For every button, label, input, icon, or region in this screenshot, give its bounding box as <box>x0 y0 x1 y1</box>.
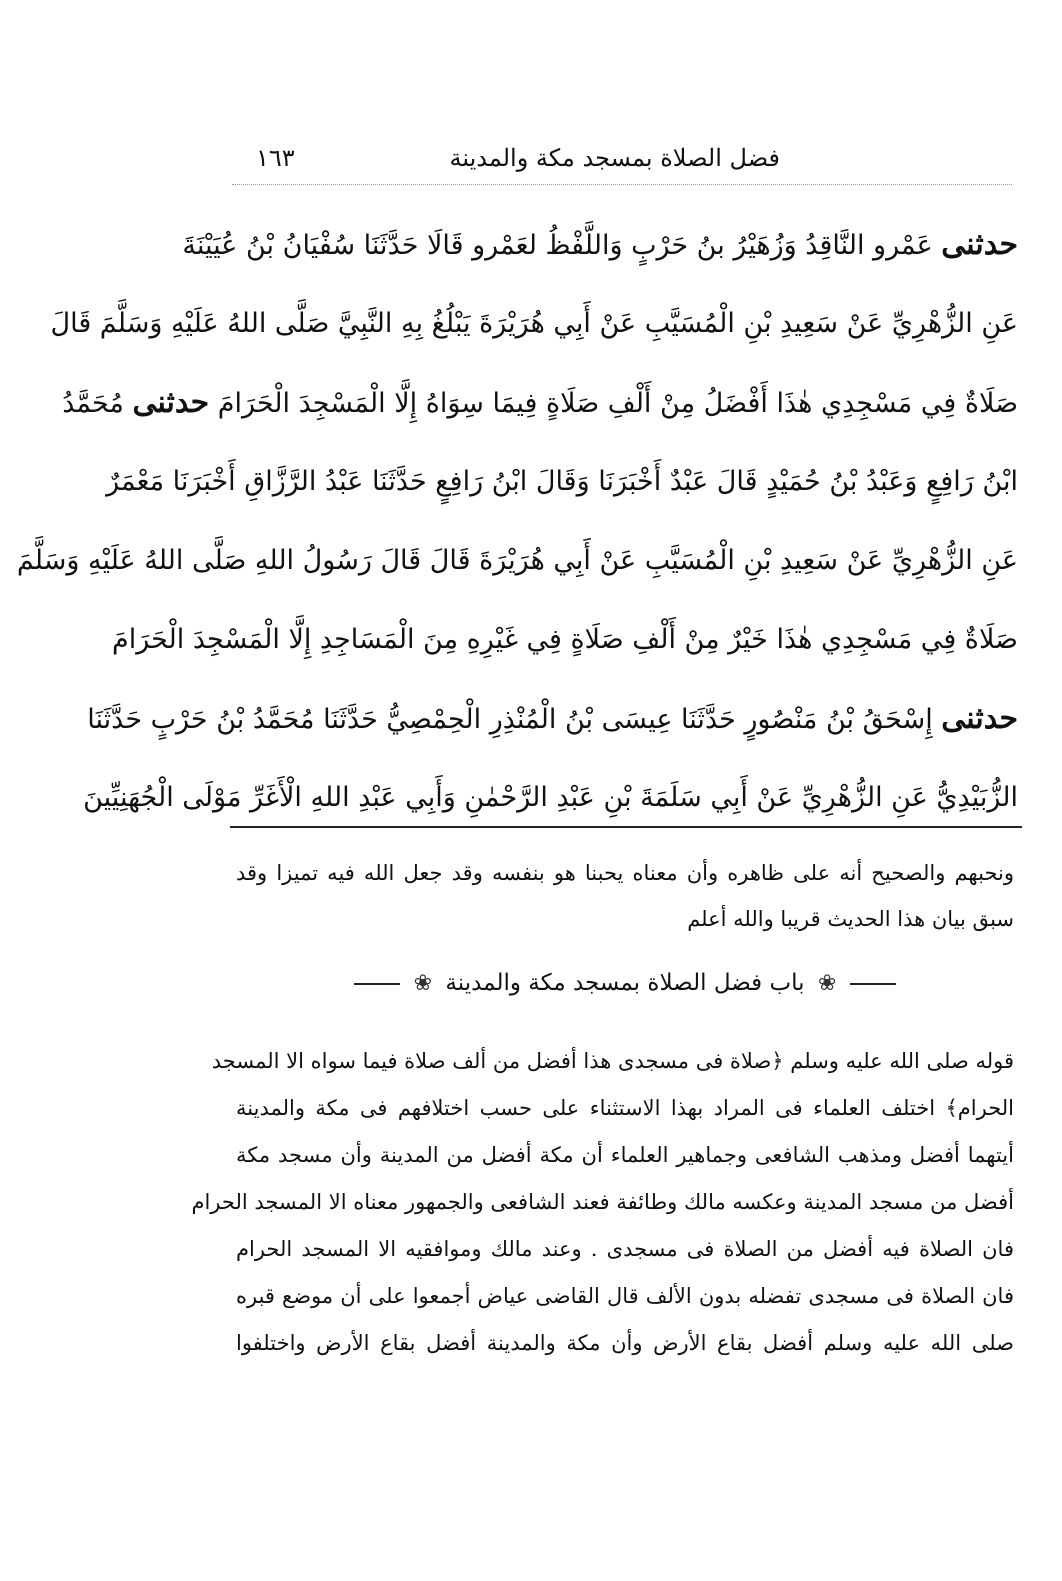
text-line <box>182 205 1018 284</box>
text-line <box>87 679 1018 758</box>
commentary-line: صلى الله عليه وسلم أفضل بقاع الأرض وأن مكة والمدينة أفضل بقاع الأرض واختلفوا <box>236 1331 1014 1355</box>
running-title: فضل الصلاة بمسجد مكة والمدينة <box>449 144 780 172</box>
line-text: الزُّبَيْدِيُّ عَنِ الزُّهْرِيِّ عَنْ أَبِي سَلَمَةَ بْنِ عَبْدِ الرَّحْمٰنِ وَأَبِي عَبْدِ اللهِ الْأَغَرِّ مَوْلَى الْجُهَنِيِّينَ <box>83 782 1018 813</box>
narration-keyword: حدثنى <box>941 701 1018 736</box>
commentary-line: أيتهما أفضل ومذهب الشافعى وجماهير العلماء أن مكة أفضل من المدينة وأن مسجد مكة <box>236 1143 1014 1167</box>
commentary-line: قوله صلى الله عليه وسلم ﴿صلاة فى مسجدى هذا أفضل من ألف صلاة فيما سواه الا المسجد <box>211 1049 1014 1073</box>
commentary-line: الحرام﴾ اختلف العلماء فى المراد بهذا الاستثناء على حسب اختلافهم فى مكة والمدينة <box>236 1096 1014 1120</box>
commentary-text <box>191 1038 1014 1367</box>
line-text: صَلَاةٌ فِي مَسْجِدِي هٰذَا أَفْضَلُ مِنْ أَلْفِ صَلَاةٍ فِيمَا سِوَاهُ إِلَّا الْمَسْجِدَ الْحَرَامَ <box>217 388 1018 419</box>
commentary-line: فان الصلاة فيه أفضل من الصلاة فى مسجدى . وعند مالك وموافقيه الا المسجد الحرام <box>236 1237 1014 1261</box>
text-line <box>50 284 1018 363</box>
commentary-continuation: ونحبهم والصحيح أنه على ظاهره وأن معناه يحبنا هو بنفسه وقد جعل الله فيه تميزا وقد سبق بيان هذا الحديث قريبا والله أعلم <box>236 861 1014 931</box>
flourish-icon: ❀ <box>817 971 837 996</box>
line-tail: مُحَمَّدُ <box>62 388 124 419</box>
heading-rule <box>354 983 400 985</box>
page-header <box>240 140 1010 184</box>
chapter-title: باب فضل الصلاة بمسجد مكة والمدينة <box>445 970 805 996</box>
heading-rule <box>850 983 896 985</box>
flourish-icon: ❀ <box>413 971 433 996</box>
commentary-line: أفضل من مسجد المدينة وعكسه مالك وطائفة فعند الشافعى والجمهور معناه الا المسجد الحرام <box>191 1190 1014 1214</box>
line-text: إِسْحَقُ بْنُ مَنْصُورٍ حَدَّثَنَا عِيسَى بْنُ الْمُنْذِرِ الْحِمْصِيُّ حَدَّثَنَا مُحَمَّدُ بْنُ حَرْبٍ حَدَّثَنَا <box>87 704 933 735</box>
text-line <box>62 363 1018 442</box>
line-text: عَمْرو النَّاقِدُ وَزُهَيْرُ بنُ حَرْبٍ وَاللَّفْظُ لعَمْرو قَالَا حَدَّثَنَا سُفْيَانُ بْنُ عُيَيْنَةَ <box>182 230 933 261</box>
line-text: عَنِ الزُّهْرِيِّ عَنْ سَعِيدِ بْنِ الْمُسَيَّبِ عَنْ أَبِي هُرَيْرَةَ قَالَ قَالَ رَسُولُ اللهِ صَلَّى اللهُ عَلَيْهِ وَسَلَّمَ <box>16 545 1018 576</box>
text-line <box>16 521 1018 600</box>
page-number: ١٦٣ <box>256 144 295 172</box>
commentary-line: فان الصلاة فى مسجدى تفضله بدون الألف قال القاضى عياض أجمعوا على أن موضع قبره <box>236 1284 1014 1308</box>
narration-keyword: حدثنى <box>132 385 210 420</box>
narration-keyword: حدثنى <box>941 227 1018 262</box>
header-divider <box>232 184 1012 185</box>
line-text: عَنِ الزُّهْرِيِّ عَنْ سَعِيدِ بْنِ الْمُسَيَّبِ عَنْ أَبِي هُرَيْرَةَ يَبْلُغُ بِهِ النَّبِيَّ صَلَّى اللهُ عَلَيْهِ وَسَلَّمَ قَالَ <box>50 308 1018 339</box>
line-text: ابْنُ رَافِعٍ وَعَبْدُ بْنُ حُمَيْدٍ قَالَ عَبْدٌ أَخْبَرَنَا وَقَالَ ابْنُ رَافِعٍ حَدَّثَنَا عَبْدُ الرَّزَّاقِ أَخْبَرَنَا مَعْمَرٌ <box>106 466 1018 497</box>
commentary-divider <box>230 826 1022 828</box>
hadith-text <box>16 205 1018 837</box>
text-line <box>106 442 1018 521</box>
text-line <box>111 600 1018 679</box>
line-text: صَلَاةٌ فِي مَسْجِدِي هٰذَا خَيْرٌ مِنْ أَلْفِ صَلَاةٍ فِي غَيْرِهِ مِنَ الْمَسَاجِدِ إِلَّا الْمَسْجِدَ الْحَرَامَ <box>111 624 1018 655</box>
chapter-heading <box>236 970 1014 996</box>
